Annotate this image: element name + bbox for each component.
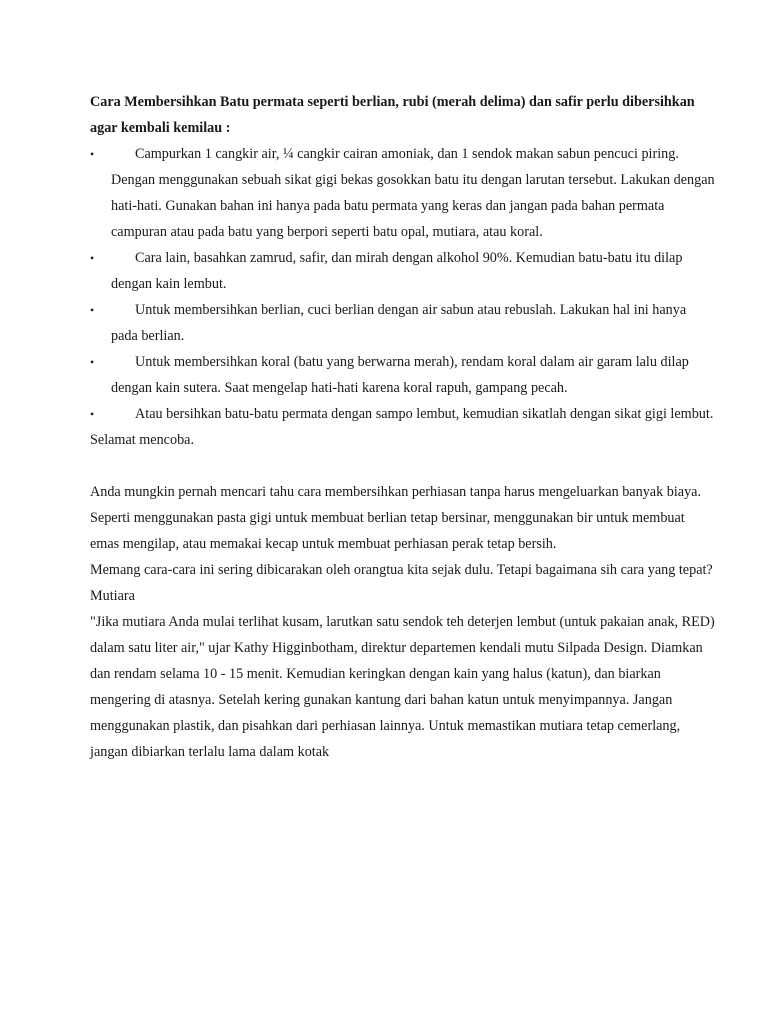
intro-paragraph: Anda mungkin pernah mencari tahu cara membersihkan perhiasan tanpa harus mengeluarkan banyak biaya. Seperti menggunakan pasta gigi untuk membuat berlian tetap bersinar, menggunakan bir untuk membuat emas mengilap, atau memakai kecap untuk membuat perhiasan perak tetap bersih. bbox=[90, 484, 702, 552]
cleaning-tips-list bbox=[90, 141, 715, 427]
list-item bbox=[90, 245, 715, 297]
document-title: Cara Membersihkan Batu permata seperti berlian, rubi (merah delima) dan safir perlu dibersihkan agar kembali kemilau : bbox=[90, 94, 695, 136]
paragraph-spacer bbox=[90, 453, 715, 479]
list-item bbox=[90, 401, 715, 427]
bullet-marker: • bbox=[90, 407, 95, 421]
list-item-text: Campurkan 1 cangkir air, ¼ cangkir cairan amoniak, dan 1 sendok makan sabun pencuci piring. Dengan menggunakan sebuah sikat gigi bekas gosokkan batu itu dengan larutan tersebut. Lakukan dengan hati-hati. Gunakan bahan ini hanya pada batu permata yang keras dan jangan pada bahan permata campuran atau pada batu yang berpori seperti batu opal, mutiara, atau koral. bbox=[111, 146, 715, 240]
bullet-marker: • bbox=[90, 355, 95, 369]
list-item bbox=[90, 349, 715, 401]
closing-line: Selamat mencoba. bbox=[90, 432, 195, 448]
list-item bbox=[90, 141, 715, 245]
bullet-marker: • bbox=[90, 147, 95, 161]
list-item-text: Atau bersihkan batu-batu permata dengan sampo lembut, kemudian sikatlah dengan sikat gigi lembut. bbox=[135, 406, 714, 422]
mutiara-paragraph: "Jika mutiara Anda mulai terlihat kusam, larutkan satu sendok teh deterjen lembut (untuk pakaian anak, RED) dalam satu liter air," ujar Kathy Higginbotham, direktur departemen kendali mutu Silpada Design. Diamkan dan rendam selama 10 - 15 menit. Kemudian keringkan dengan kain yang halus (katun), dan biarkan mengering di atasnya. Setelah kering gunakan kantung dari bahan katun untuk menyimpannya. Jangan menggunakan plastik, dan pisahkan dari perhiasan lainnya. Untuk memastikan mutiara tetap cemerlang, jangan dibiarkan terlalu lama dalam kotak bbox=[90, 614, 715, 760]
section-heading-mutiara: Mutiara bbox=[90, 588, 135, 604]
bullet-marker: • bbox=[90, 303, 95, 317]
list-item-text: Untuk membersihkan koral (batu yang berwarna merah), rendam koral dalam air garam lalu dilap dengan kain sutera. Saat mengelap hati-hati karena koral rapuh, gampang pecah. bbox=[111, 354, 689, 396]
document-page bbox=[90, 89, 715, 765]
list-item-text: Untuk membersihkan berlian, cuci berlian dengan air sabun atau rebuslah. Lakukan hal ini hanya pada berlian. bbox=[111, 302, 687, 344]
bullet-marker: • bbox=[90, 251, 95, 265]
list-item bbox=[90, 297, 715, 349]
second-paragraph: Memang cara-cara ini sering dibicarakan oleh orangtua kita sejak dulu. Tetapi bagaimana sih cara yang tepat? bbox=[90, 562, 713, 578]
list-item-text: Cara lain, basahkan zamrud, safir, dan mirah dengan alkohol 90%. Kemudian batu-batu itu dilap dengan kain lembut. bbox=[111, 250, 683, 292]
